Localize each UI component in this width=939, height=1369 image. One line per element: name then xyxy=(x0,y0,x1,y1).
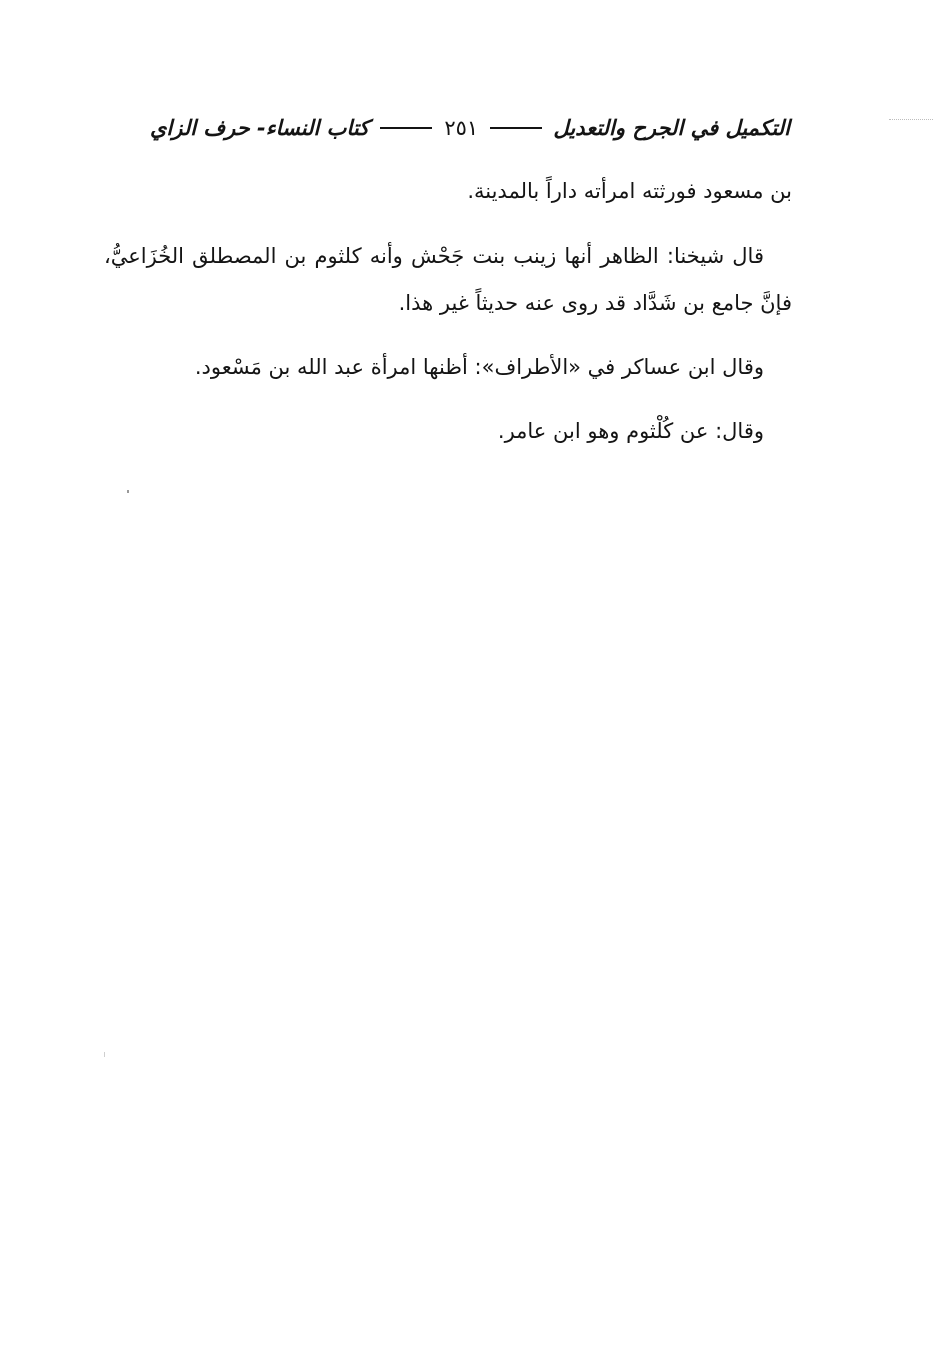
scan-speck xyxy=(104,1052,105,1057)
scan-artifact xyxy=(889,119,933,120)
paragraph-continuation: بن مسعود فورثته امرأته داراً بالمدينة. xyxy=(467,179,792,203)
paragraph-kulthum: وقال: عن كُلْثوم وهو ابن عامر. xyxy=(497,419,764,443)
running-header xyxy=(150,108,790,148)
scan-speck xyxy=(127,490,129,493)
section-title: كتاب النساء- حرف الزاي xyxy=(150,116,370,140)
header-center xyxy=(380,116,542,140)
page-number: ٢٥١ xyxy=(444,116,479,140)
book-title: التكميل في الجرح والتعديل xyxy=(553,116,790,140)
header-dash-left xyxy=(490,127,542,129)
header-dash-right xyxy=(380,127,432,129)
paragraph-ibn-asakir: وقال ابن عساكر في «الأطراف»: أظنها امرأة عبد الله بن مَسْعود. xyxy=(194,355,764,379)
paragraph-shaykh-note: قال شيخنا: الظاهر أنها زينب بنت جَحْش وأنه كلثوم بن المصطلق الخُزَاعيُّ، فإنَّ جامع بن شَدَّاد قد روى عنه حديثاً غير هذا. xyxy=(104,244,792,315)
